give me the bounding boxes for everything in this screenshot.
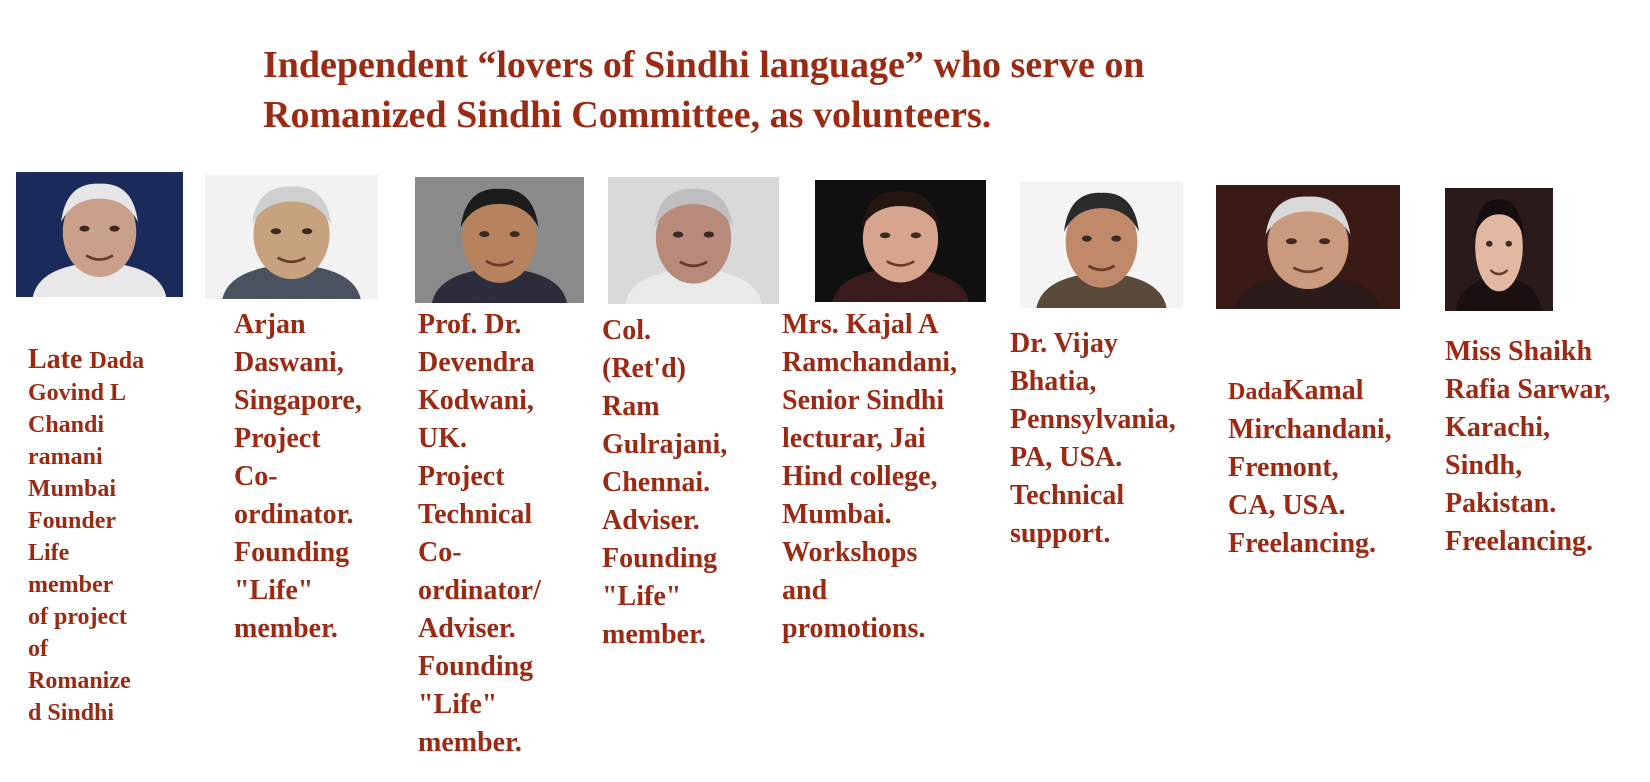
caption-rafia-sarwar: Miss Shaikh Rafia Sarwar, Karachi, Sindh, Pakistan. Freelancing.	[1445, 336, 1611, 557]
portrait-graphic	[415, 177, 584, 303]
caption-text: Kamal Mirchandani, Fremont, CA, USA. Freelancing.	[1228, 375, 1392, 559]
portrait-eye-right	[704, 232, 714, 238]
portrait-graphic	[1445, 188, 1553, 311]
portrait-eye-left	[880, 232, 890, 238]
photo-devendra-kodwani	[415, 177, 584, 303]
portrait-eye-right	[302, 228, 312, 234]
portrait-eye-left	[1486, 241, 1492, 247]
portrait-graphic	[815, 180, 986, 302]
caption-vijay-bhatia: Dr. Vijay Bhatia, Pennsylvania, PA, USA. Technical support.	[1010, 328, 1176, 549]
caption-govind-chandiramani	[28, 312, 178, 729]
caption-devendra-kodwani: Prof. Dr. Devendra Kodwani, UK. Project Technical Co- ordinator/ Adviser. Founding "Life" member.	[418, 309, 541, 758]
photo-kamal-mirchandani	[1216, 185, 1400, 309]
photo-kajal-ramchandani	[815, 180, 986, 302]
portrait-eye-right	[110, 226, 120, 232]
caption-prefix: Late	[28, 344, 90, 375]
caption-kajal-ramchandani: Mrs. Kajal A Ramchandani, Senior Sindhi lecturar, Jai Hind college, Mumbai. Workshops and promotions.	[782, 309, 958, 644]
portrait-eye-right	[1319, 238, 1330, 244]
portrait-eye-left	[271, 228, 281, 234]
caption-kamal-mirchandani	[1228, 334, 1428, 563]
photo-vijay-bhatia	[1020, 181, 1183, 308]
caption-arjan-daswani: Arjan Daswani, Singapore, Project Co- ordinator. Founding "Life" member.	[234, 309, 362, 644]
portrait-eye-left	[1286, 238, 1297, 244]
photo-govind-chandiramani	[16, 172, 183, 297]
portrait-graphic	[1216, 185, 1400, 309]
photo-rafia-sarwar	[1445, 188, 1553, 311]
page-title: Independent “lovers of Sindhi language” who serve on Romanized Sindhi Committee, as volunteers.	[263, 44, 1145, 136]
portrait-graphic	[1020, 181, 1183, 308]
portrait-eye-right	[1111, 236, 1121, 242]
portrait-eye-left	[479, 231, 489, 237]
portrait-eye-right	[1505, 241, 1511, 247]
caption-text: Dada Govind L Chandi ramani Mumbai Founder Life member of project of Romanize d Sindhi	[28, 348, 145, 726]
photo-arjan-daswani	[205, 175, 378, 299]
portrait-eye-left	[79, 226, 89, 232]
portrait-graphic	[16, 172, 183, 297]
portrait-eye-left	[1082, 236, 1092, 242]
portrait-eye-right	[510, 231, 520, 237]
portrait-eye-right	[911, 232, 921, 238]
portrait-eye-left	[673, 232, 683, 238]
photo-ram-gulrajani	[608, 177, 779, 304]
caption-ram-gulrajani: Col. (Ret'd) Ram Gulrajani, Chennai. Adviser. Founding "Life" member.	[602, 315, 728, 650]
portrait-graphic	[608, 177, 779, 304]
portrait-graphic	[205, 175, 378, 299]
caption-prefix: Dada	[1228, 379, 1283, 405]
